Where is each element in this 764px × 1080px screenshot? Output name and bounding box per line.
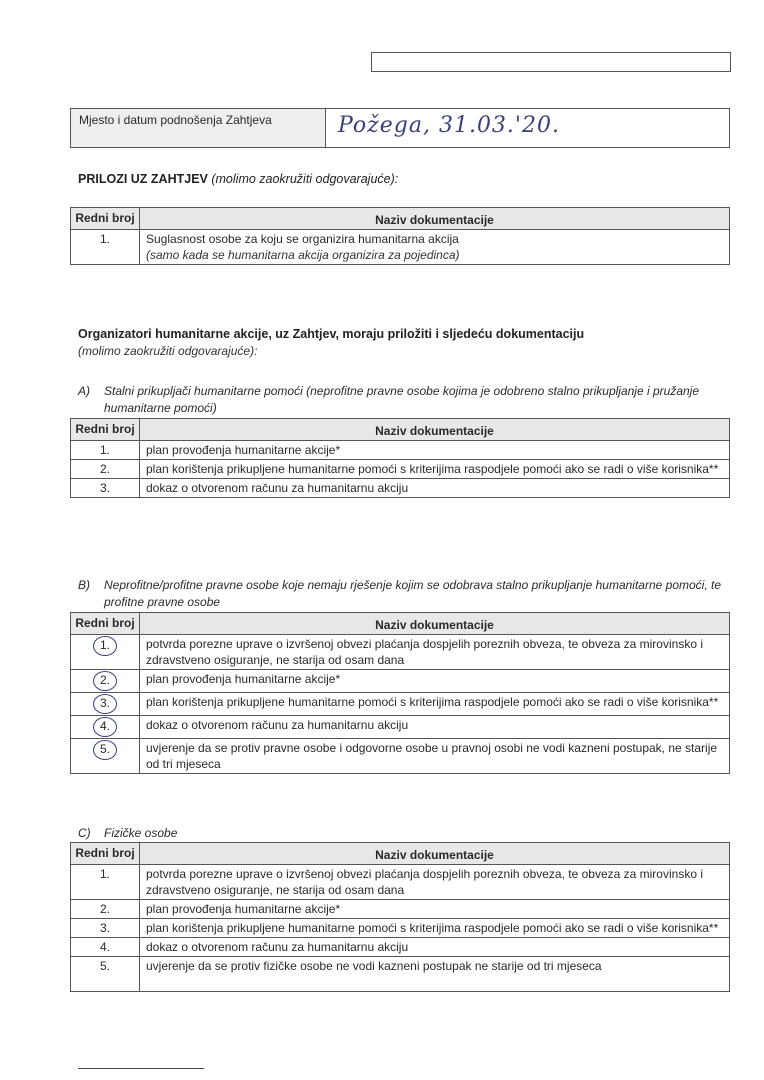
place-date-value[interactable]: Požega, 31.03.'20. bbox=[338, 113, 560, 138]
table-row[interactable]: 2. plan korištenja prikupljene humanitarne pomoći s kriterijima raspodjele pomoći ako se radi o više korisnika** bbox=[71, 460, 730, 479]
organizers-heading-note: (molimo zaokružiti odgovarajuće): bbox=[78, 344, 258, 358]
table-row[interactable]: 3. plan korištenja prikupljene humanitarne pomoći s kriterijima raspodjele pomoći ako se radi o više korisnika** bbox=[71, 693, 730, 716]
section-b-table: Redni broj Naziv dokumentacije 1. potvrda porezne uprave o izvršenoj obvezi plaćanja dospjelih poreznih obveza, te obveza za mirovinsko i zdravstveno osiguranje, ne starija od osam dana 2. plan provođenja humanitarne akcije* 3. plan korištenja prikupljene humanitarne pomoći s kriterijima raspodjele pomoći ako se radi o više korisnika** 4. dokaz o otvorenom računu za humanitarnu akciju 5. uvjerenje da se protiv pravne osobe i odgovorne osobe u pravnoj osobi ne vodi kazneni postupak, ne starije od tri mjeseca bbox=[70, 612, 730, 774]
circled-number[interactable]: 3. bbox=[93, 694, 117, 714]
table-row[interactable]: 5. uvjerenje da se protiv pravne osobe i odgovorne osobe u pravnoj osobi ne vodi kazneni postupak, ne starije od tri mjeseca bbox=[71, 739, 730, 774]
circled-number[interactable]: 4. bbox=[93, 717, 117, 737]
place-date-label: Mjesto i datum podnošenja Zahtjeva bbox=[71, 109, 326, 147]
table-row[interactable]: 4. dokaz o otvorenom računu za humanitarnu akciju bbox=[71, 938, 730, 957]
col-redni-broj: Redni broj bbox=[71, 208, 140, 230]
section-c-title: C) Fizičke osobe bbox=[78, 826, 178, 840]
organizers-heading: Organizatori humanitarne akcije, uz Zahtjev, moraju priložiti i sljedeću dokumentaciju bbox=[78, 327, 585, 341]
circled-number[interactable]: 2. bbox=[93, 671, 117, 691]
table-row[interactable]: 3. plan korištenja prikupljene humanitarne pomoći s kriterijima raspodjele pomoći ako se radi o više korisnika** bbox=[71, 919, 730, 938]
section-b-title: B) Neprofitne/profitne pravne osobe koje nemaju rješenje kojim se odobrava stalno prikupljanje humanitarne pomoći, te profitne pravne osobe bbox=[78, 578, 722, 609]
circled-number[interactable]: 1. bbox=[93, 636, 117, 656]
table-row[interactable]: 4. dokaz o otvorenom računu za humanitarnu akciju bbox=[71, 716, 730, 739]
attachments-heading-note: (molimo zaokružiti odgovarajuće): bbox=[211, 172, 399, 186]
table-row[interactable]: 1. plan provođenja humanitarne akcije* bbox=[71, 441, 730, 460]
table-row[interactable]: 2. plan provođenja humanitarne akcije* bbox=[71, 670, 730, 693]
table-row[interactable]: 1. potvrda porezne uprave o izvršenoj obvezi plaćanja dospjelih poreznih obveza, te obveza za mirovinsko i zdravstveno osiguranje, ne starija od osam dana bbox=[71, 635, 730, 670]
section-c-table: Redni broj Naziv dokumentacije 1. potvrda porezne uprave o izvršenoj obvezi plaćanja dospjelih poreznih obveza, te obveza za mirovinsko i zdravstveno osiguranje, ne starija od osam dana 2. plan provođenja humanitarne akcije* 3. plan korištenja prikupljene humanitarne pomoći s kriterijima raspodjele pomoći ako se radi o više korisnika** 4. dokaz o otvorenom računu za humanitarnu akciju 5. uvjerenje da se protiv fizičke osobe ne vodi kazneni postupak ne starije od tri mjeseca bbox=[70, 842, 730, 992]
table-row[interactable]: 3. dokaz o otvorenom računu za humanitarnu akciju bbox=[71, 479, 730, 498]
attachments-table bbox=[70, 207, 730, 265]
section-a-table: Redni broj Naziv dokumentacije 1. plan provođenja humanitarne akcije* 2. plan korištenja prikupljene humanitarne pomoći s kriterijima raspodjele pomoći ako se radi o više korisnika** 3. dokaz o otvorenom računu za humanitarnu akciju bbox=[70, 418, 730, 498]
section-a-title: A) Stalni prikupljači humanitarne pomoći (neprofitne pravne osobe kojima je odobreno stalno prikupljanje i pružanje humanitarne pomoći) bbox=[78, 384, 700, 415]
circled-number[interactable]: 5. bbox=[93, 740, 117, 760]
footnote-divider bbox=[78, 1068, 204, 1069]
table-row[interactable]: 2. plan provođenja humanitarne akcije* bbox=[71, 900, 730, 919]
table-row[interactable]: 5. uvjerenje da se protiv fizičke osobe ne vodi kazneni postupak ne starije od tri mjeseca bbox=[71, 957, 730, 992]
table-row[interactable]: 1. potvrda porezne uprave o izvršenoj obvezi plaćanja dospjelih poreznih obveza, te obveza za mirovinsko i zdravstveno osiguranje, ne starija od osam dana bbox=[71, 865, 730, 900]
col-naziv: Naziv dokumentacije bbox=[140, 208, 730, 230]
table-row[interactable]: 1. Suglasnost osobe za koju se organizira humanitarna akcija (samo kada se humanitarna akcija organizira za pojedinca) bbox=[71, 230, 730, 265]
attachments-heading: PRILOZI UZ ZAHTJEV (molimo zaokružiti odgovarajuće): bbox=[78, 172, 399, 186]
place-date-table bbox=[70, 108, 730, 148]
reference-number-box[interactable] bbox=[371, 52, 731, 72]
